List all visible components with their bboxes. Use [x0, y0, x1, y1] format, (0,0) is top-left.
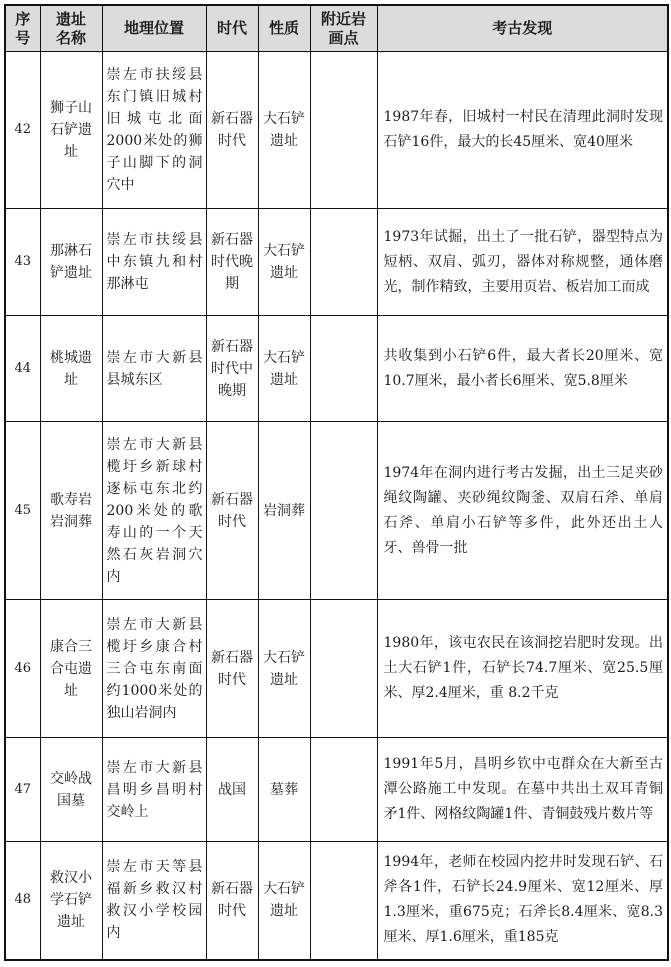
- cell-findings: 1974年在洞内进行考古发掘，出土三足夹砂绳纹陶罐、夹砂绳纹陶釜、双肩石斧、单肩石斧、单肩小石铲等多件，此外还出土人牙、兽骨一批: [377, 422, 668, 600]
- cell-site-name: 狮子山石铲遗址: [40, 52, 102, 209]
- cell-rock-art: [310, 52, 377, 209]
- cell-rock-art: [310, 600, 377, 738]
- cell-rock-art: [310, 422, 377, 600]
- archaeological-sites-table: [4, 4, 669, 961]
- header-name-line2: 名称: [55, 28, 86, 47]
- cell-findings: 1994年，老师在校园内挖井时发现石铲、石斧各1件，石铲长24.9厘米、宽12厘米、厚1.3厘米，重675克；石斧长8.4厘米、宽8.3厘米、厚1.6厘米，重185克: [377, 842, 668, 960]
- cell-location: 崇左市天等县福新乡救汉村救汉小学校园内: [102, 842, 206, 960]
- header-no-line2: 号: [15, 28, 31, 47]
- cell-no: 43: [5, 209, 40, 316]
- cell-nature: 大石铲遗址: [258, 316, 310, 422]
- cell-era: 新石器时代中晚期: [206, 316, 258, 422]
- cell-findings: 1980年，该屯农民在该洞挖岩肥时发现。出土大石铲1件，石铲长74.7厘米、宽25.5厘米、厚2.4厘米，重 8.2千克: [377, 600, 668, 738]
- cell-location: 崇左市大新县县城东区: [102, 316, 206, 422]
- cell-era: 新石器时代: [206, 600, 258, 738]
- cell-nature: 大石铲遗址: [258, 209, 310, 316]
- header-name-text: [41, 10, 102, 48]
- cell-no: 47: [5, 738, 40, 842]
- cell-nature: 大石铲遗址: [258, 600, 310, 738]
- cell-no: 42: [5, 52, 40, 209]
- header-era: 时代: [206, 5, 258, 52]
- table-row: [5, 316, 668, 422]
- archaeology-table-wrapper: [4, 4, 669, 961]
- cell-site-name: 康合三合屯遗址: [40, 600, 102, 738]
- cell-era: 战国: [206, 738, 258, 842]
- header-nature: 性质: [258, 5, 310, 52]
- cell-nature: 墓葬: [258, 738, 310, 842]
- cell-location: 崇左市大新县榄圩乡新球村逐标屯东北约200米处的歌寿山的一个天然石灰岩洞穴内: [102, 422, 206, 600]
- table-row: [5, 422, 668, 600]
- header-name: [40, 5, 102, 52]
- cell-era: 新石器时代晚期: [206, 209, 258, 316]
- cell-no: 45: [5, 422, 40, 600]
- header-no-text: [6, 10, 40, 48]
- header-no: [5, 5, 40, 52]
- table-header-row: [5, 5, 668, 52]
- header-rock-art: [310, 5, 377, 52]
- cell-findings: 共收集到小石铲6件，最大者长20厘米、宽10.7厘米，最小者长6厘米、宽5.8厘米: [377, 316, 668, 422]
- cell-no: 46: [5, 600, 40, 738]
- cell-era: 新石器时代: [206, 842, 258, 960]
- cell-site-name: 歌寿岩岩洞葬: [40, 422, 102, 600]
- table-row: [5, 842, 668, 960]
- cell-rock-art: [310, 842, 377, 960]
- cell-nature: 岩洞葬: [258, 422, 310, 600]
- cell-era: 新石器时代: [206, 422, 258, 600]
- cell-findings: 1987年春，旧城村一村民在清理此洞时发现石铲16件，最大的长45厘米、宽40厘米: [377, 52, 668, 209]
- cell-location: 崇左市大新县榄圩乡康合村三合屯东南面约1000米处的独山岩洞内: [102, 600, 206, 738]
- cell-nature: 大石铲遗址: [258, 842, 310, 960]
- cell-rock-art: [310, 209, 377, 316]
- header-rock-art-line1: 附近岩: [320, 9, 366, 28]
- header-location: 地理位置: [102, 5, 206, 52]
- cell-location: 崇左市大新县昌明乡昌明村交岭上: [102, 738, 206, 842]
- header-rock-art-line2: 画点: [328, 28, 359, 47]
- header-findings: 考古发现: [377, 5, 668, 52]
- header-rock-art-text: [311, 10, 377, 48]
- table-row: [5, 738, 668, 842]
- cell-location: 崇左市扶绥县中东镇九和村那淋屯: [102, 209, 206, 316]
- header-name-line1: 遗址: [55, 9, 86, 28]
- cell-site-name: 救汉小学石铲遗址: [40, 842, 102, 960]
- cell-site-name: 桃城遗址: [40, 316, 102, 422]
- cell-nature: 大石铲遗址: [258, 52, 310, 209]
- cell-findings: 1973年试掘，出土了一批石铲，器型特点为短柄、双肩、弧刃，器体对称规整，通体磨光，制作精致，主要用页岩、板岩加工而成: [377, 209, 668, 316]
- cell-no: 44: [5, 316, 40, 422]
- cell-era: 新石器时代: [206, 52, 258, 209]
- cell-rock-art: [310, 316, 377, 422]
- table-row: [5, 52, 668, 209]
- cell-findings: 1991年5月，昌明乡钦中屯群众在大新至古潭公路施工中发现。在墓中共出土双耳青铜矛1件、网格纹陶罐1件、青铜鼓残片数片等: [377, 738, 668, 842]
- table-row: [5, 209, 668, 316]
- cell-rock-art: [310, 738, 377, 842]
- header-no-line1: 序: [15, 9, 31, 28]
- table-row: [5, 600, 668, 738]
- cell-no: 48: [5, 842, 40, 960]
- cell-site-name: 交岭战国墓: [40, 738, 102, 842]
- cell-site-name: 那淋石铲遗址: [40, 209, 102, 316]
- cell-location: 崇左市扶绥县东门镇旧城村旧城屯北面2000米处的狮子山脚下的洞穴中: [102, 52, 206, 209]
